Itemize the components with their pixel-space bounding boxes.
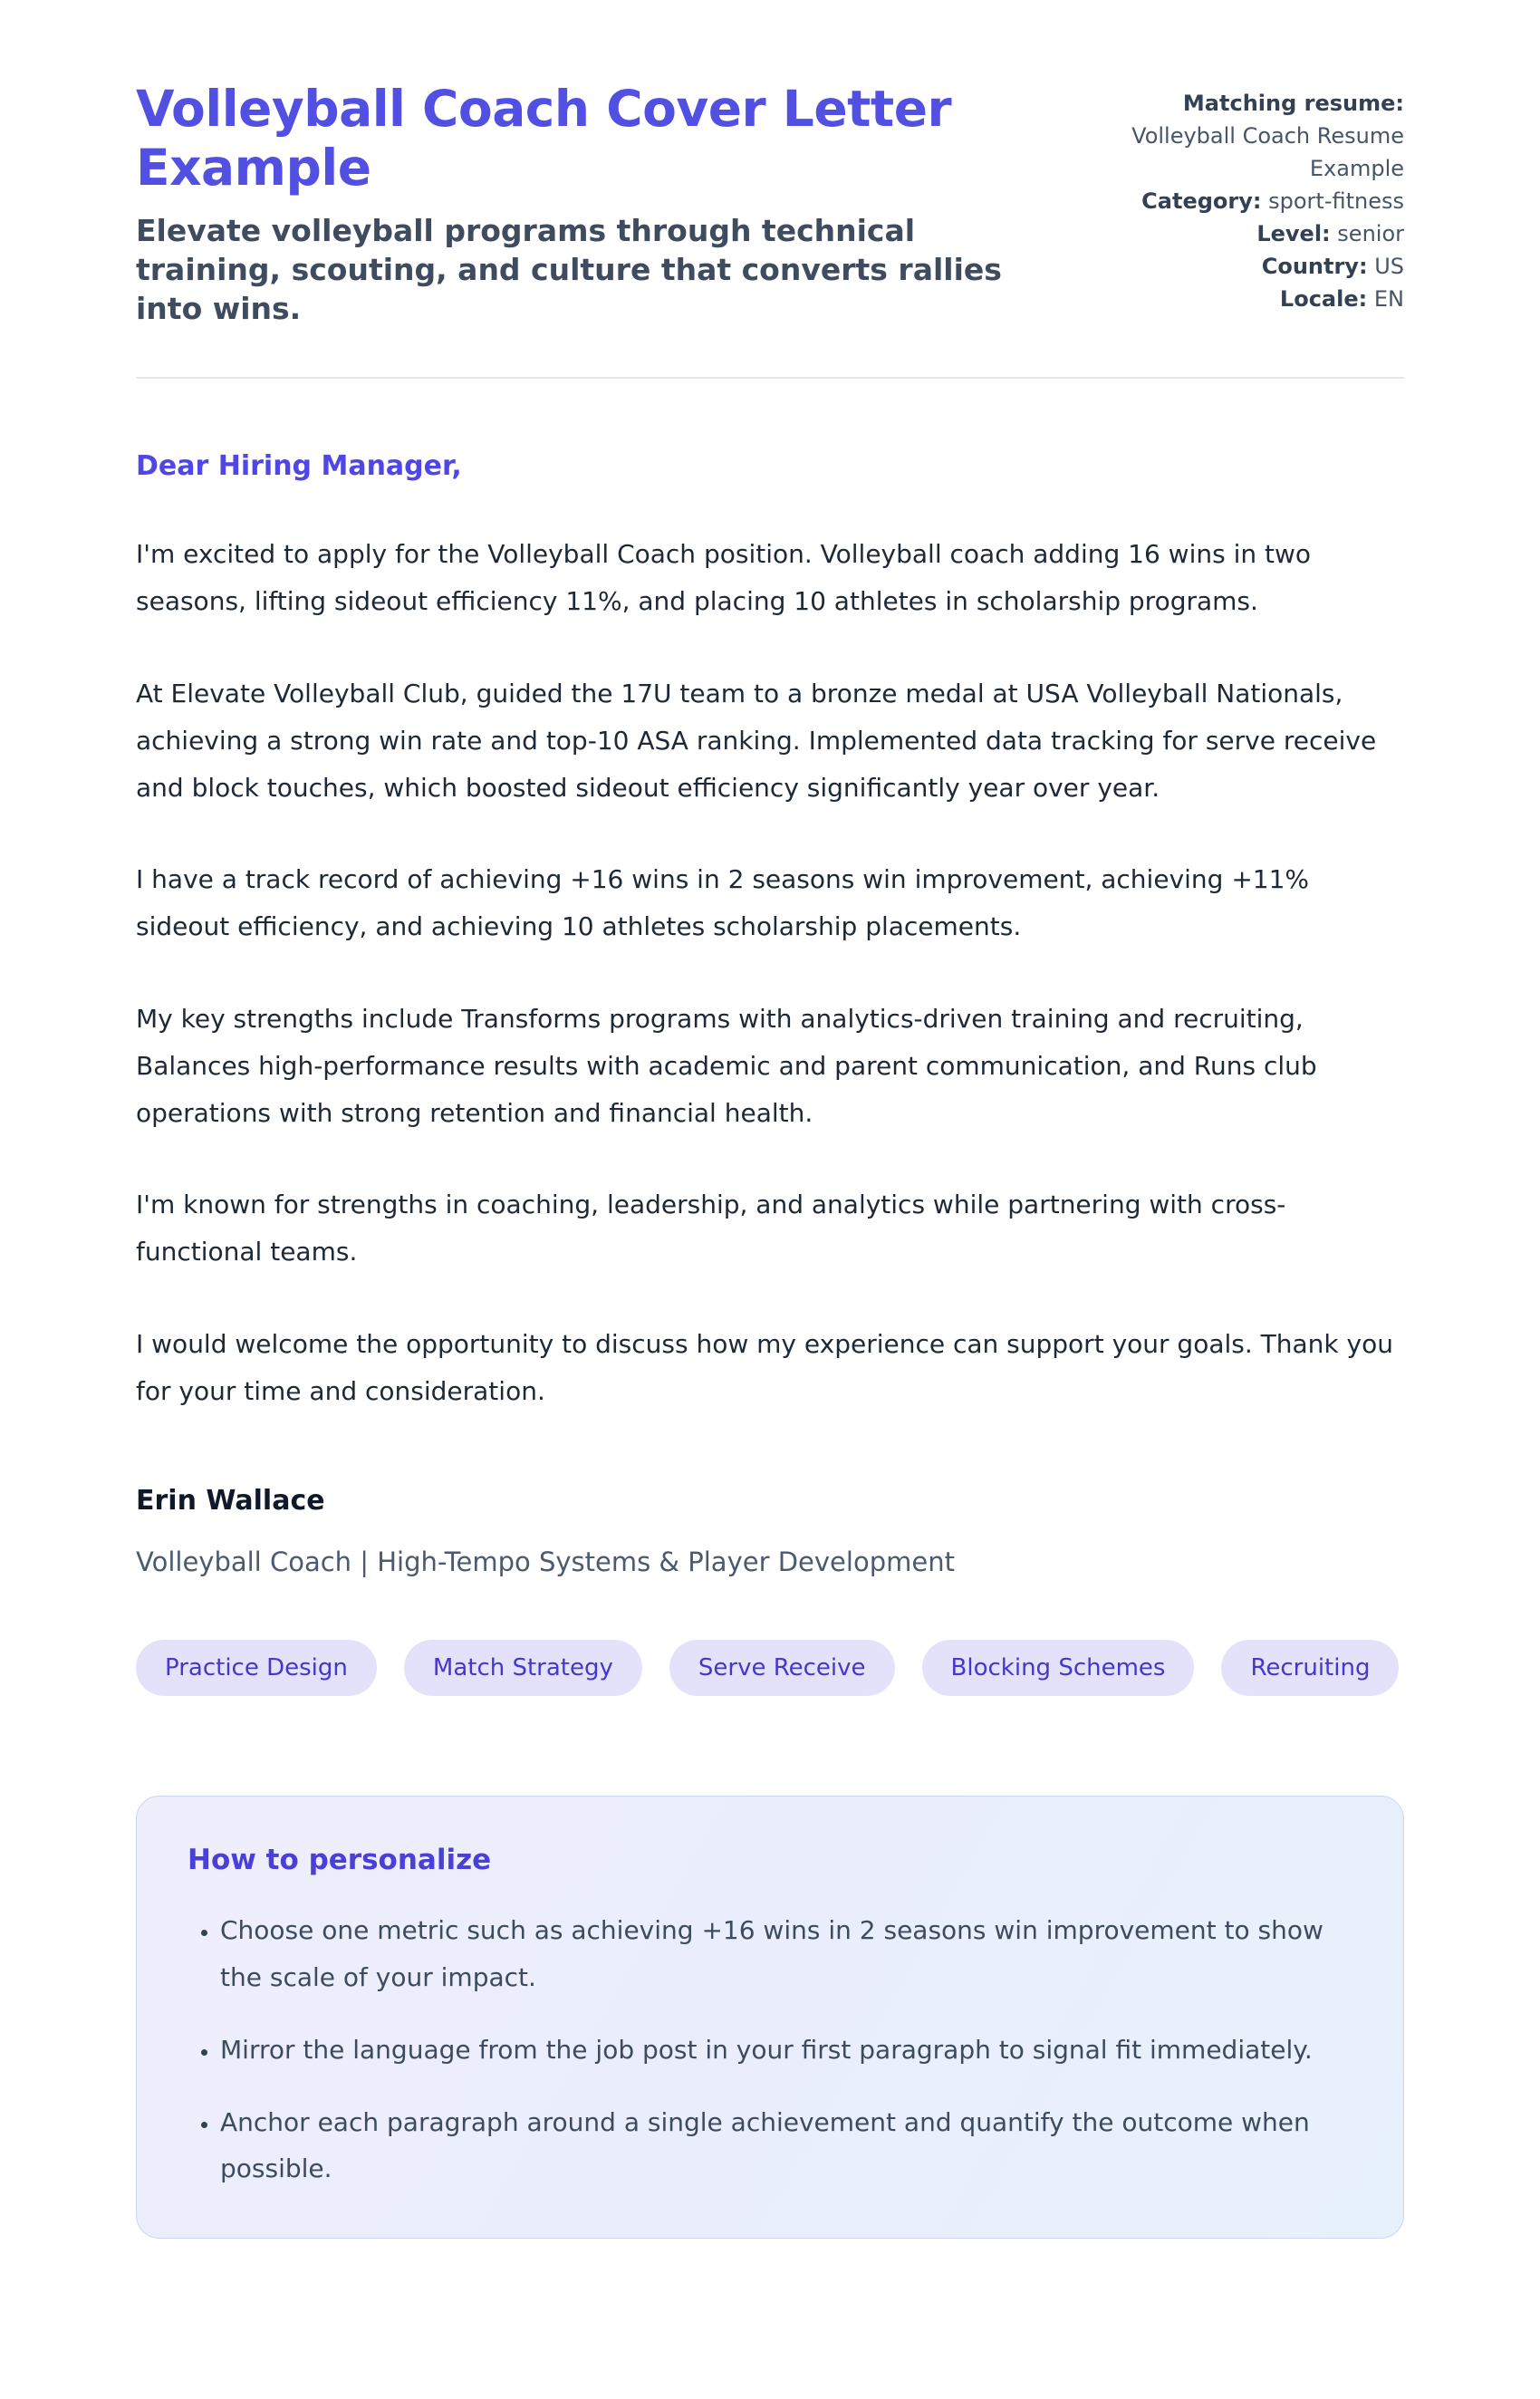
meta-matching-resume-label: Matching resume: (1182, 91, 1404, 116)
skill-tags (136, 1640, 1404, 1696)
meta-category-label: Category: (1141, 188, 1262, 214)
meta-country-label: Country: (1261, 254, 1368, 279)
header (136, 80, 1404, 328)
tag-blocking-schemes: Blocking Schemes (922, 1640, 1195, 1696)
personalize-bullet-list (188, 1907, 1352, 2192)
header-text-block (136, 80, 1060, 328)
signature-name: Erin Wallace (136, 1484, 325, 1517)
tag-practice-design: Practice Design (136, 1640, 377, 1696)
page-subtitle: Elevate volleyball programs through technical training, scouting, and culture that converts rallies into wins. (136, 212, 1002, 326)
letter-paragraph: I'm known for strengths in coaching, leadership, and analytics while partnering with cross-functional teams. (136, 1190, 1286, 1267)
signature-role: Volleyball Coach | High-Tempo Systems & Player Development (136, 1546, 955, 1577)
personalize-bullet: • Anchor each paragraph around a single achievement and quantify the outcome when possible. (220, 2099, 1352, 2193)
header-divider (136, 377, 1404, 379)
letter-paragraph: I'm excited to apply for the Volleyball Coach position. Volleyball coach adding 16 wins in two seasons, lifting sideout efficiency 11%, and placing 10 athletes in scholarship programs. (136, 539, 1312, 617)
meta-country-value: US (1374, 254, 1404, 279)
page-title: Volleyball Coach Cover Letter Example (136, 80, 952, 197)
meta-matching-resume-value: Volleyball Coach Resume Example (1131, 123, 1404, 181)
salutation: Dear Hiring Manager, (136, 450, 462, 483)
letter-paragraph: I would welcome the opportunity to discuss how my experience can support your goals. Thank you for your time and consideration. (136, 1329, 1393, 1406)
meta-locale (1114, 283, 1404, 315)
meta-category (1114, 185, 1404, 217)
letter-paragraph: I have a track record of achieving +16 wins in 2 seasons win improvement, achieving +11% sideout efficiency, and achieving 10 athletes scholarship placements. (136, 864, 1310, 942)
meta-matching-resume (1114, 87, 1404, 185)
letter-paragraph: My key strengths include Transforms programs with analytics-driven training and recruiting, Balances high-performance results with academic and parent communication, and Runs club operations with strong retention and financial health. (136, 1004, 1317, 1128)
letter-paragraph: At Elevate Volleyball Club, guided the 17U team to a bronze medal at USA Volleyball Nationals, achieving a strong win rate and top-10 ASA ranking. Implemented data tracking for serve receive and block touches, which boosted sideout efficiency significantly year over year. (136, 679, 1377, 803)
cover-letter-body (136, 448, 1404, 1580)
tag-recruiting: Recruiting (1221, 1640, 1399, 1696)
meta-level-value: senior (1337, 221, 1404, 246)
tag-match-strategy: Match Strategy (404, 1640, 642, 1696)
meta-category-value: sport-fitness (1268, 188, 1404, 214)
page-container (136, 0, 1404, 2239)
personalize-title: How to personalize (188, 1844, 492, 1877)
resume-meta (1114, 80, 1404, 315)
meta-locale-label: Locale: (1279, 286, 1368, 312)
personalize-callout (136, 1796, 1404, 2239)
meta-locale-value: EN (1373, 286, 1404, 312)
personalize-bullet: • Mirror the language from the job post in your first paragraph to signal fit immediately. (220, 2027, 1352, 2074)
meta-country (1114, 250, 1404, 283)
personalize-bullet: • Choose one metric such as achieving +16 wins in 2 seasons win improvement to show the scale of your impact. (220, 1907, 1352, 2001)
tag-serve-receive: Serve Receive (669, 1640, 895, 1696)
meta-level (1114, 217, 1404, 250)
meta-level-label: Level: (1256, 221, 1331, 246)
